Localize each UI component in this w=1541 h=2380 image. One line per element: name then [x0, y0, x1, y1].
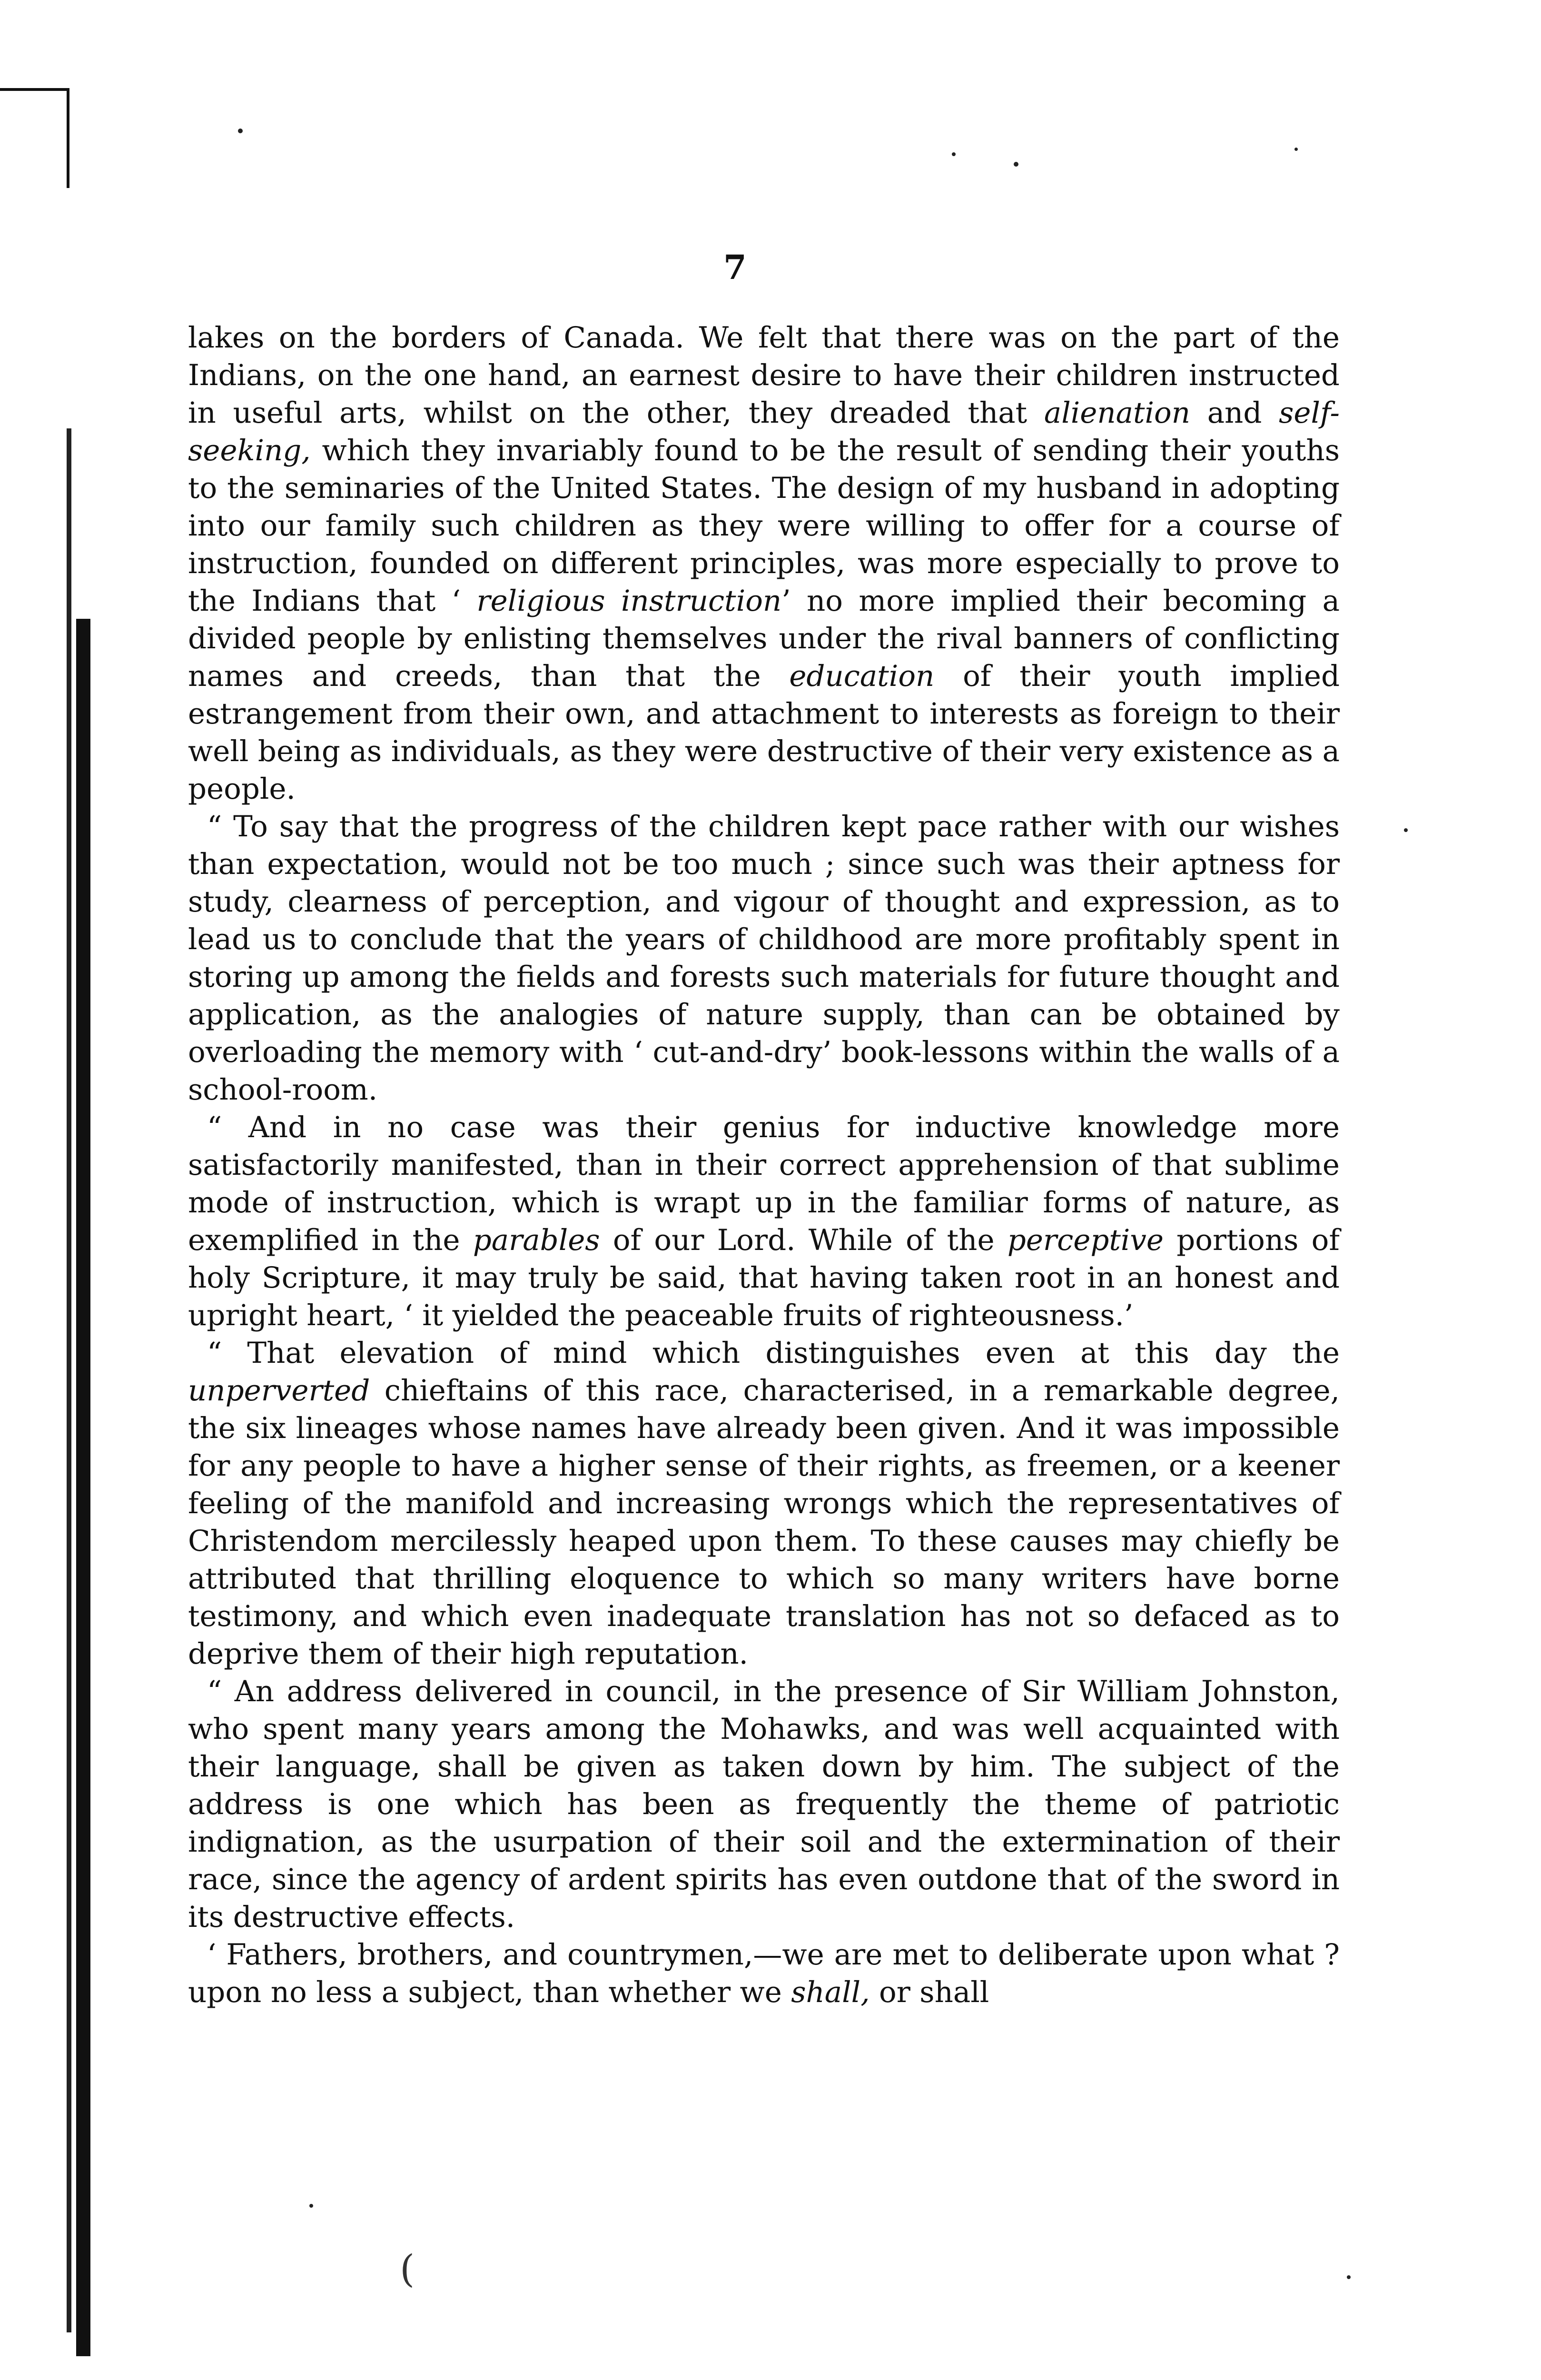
italic-text: self-seeking,	[188, 396, 1340, 467]
italic-text: parables	[473, 1223, 600, 1257]
text-run: “ That elevation of mind which distinguishes even at this day the	[207, 1336, 1340, 1370]
text-run: lakes on the borders of Canada. We felt that there was on the part of the Indians, on the one hand, an earnest desire to have their children instructed in useful arts, whilst on the other, they dreaded that	[188, 321, 1340, 430]
italic-text: alienation	[1044, 396, 1191, 430]
scan-speck	[1294, 148, 1298, 151]
paragraph	[188, 1936, 1340, 2011]
paragraph	[188, 1673, 1340, 1936]
scan-speck	[309, 2204, 313, 2208]
italic-text: education	[789, 659, 935, 693]
italic-text: religious instruction	[476, 584, 782, 618]
paragraph	[188, 319, 1340, 808]
footer-mark: (	[400, 2247, 415, 2291]
text-run: “ To say that the progress of the children kept pace rather with our wishes than expectation, would not be too much ; since such was their aptness for study, clearness of perception, and vigour of thought and expression, as to lead us to conclude that the years of childhood are more profitably spent in storing up among the fields and forests such materials for future thought and application, as the analogies of nature supply, than can be obtained by overloading the memory with ‘ cut-and-dry’ book-lessons within the walls of a school-room.	[188, 810, 1340, 1107]
italic-text: unperverted	[188, 1374, 370, 1408]
text-run: and	[1190, 396, 1279, 430]
scan-speck	[238, 129, 243, 133]
paragraph	[188, 1109, 1340, 1334]
paragraph	[188, 808, 1340, 1109]
paragraph	[188, 1334, 1340, 1673]
text-run: or shall	[869, 1975, 989, 2009]
scan-corner-mark	[0, 88, 67, 91]
text-run: “ And in no case was their genius for inductive knowledge more satisfactorily manifested, than in their correct apprehension of that sublime mode of instruction, which is wrapt up in the familiar forms of nature, as exemplified in the	[188, 1111, 1340, 1257]
binding-shadow	[76, 619, 90, 2356]
scan-speck	[1404, 828, 1408, 832]
binding-shadow-thin	[67, 428, 71, 2332]
text-run: chieftains of this race, characterised, in a remarkable degree, the six lineages whose names have already been given. And it was impossible for any people to have a higher sense of their rights, as freemen, or a keener feeling of the manifold and increasing wrongs which the representatives of Christendom mercilessly heaped upon them. To these causes may chiefly be attributed that thrilling eloquence to which so many writers have borne testimony, and which even inadequate translation has not so defaced as to deprive them of their high reputation.	[188, 1374, 1340, 1671]
text-run: which they invariably found to be the result of sending their youths to the seminaries of the United States. The design of my husband in adopting into our family such children as they were willing to offer for a course of instruction, founded on different principles, was more especially to prove to the Indians that ‘	[188, 434, 1340, 618]
italic-text: perceptive	[1007, 1223, 1164, 1257]
scan-speck	[1014, 162, 1018, 167]
text-run: ’ no more implied their becoming a divided people by enlisting themselves under the rival banners of conflicting names and creeds, than that the	[188, 584, 1340, 693]
text-run: portions of holy Scripture, it may truly be said, that having taken root in an honest and upright heart, ‘ it yielded the peaceable fruits of righteousness.’	[188, 1223, 1340, 1332]
scan-speck	[1347, 2275, 1351, 2279]
scan-corner-mark-vertical	[67, 88, 69, 188]
text-run: of our Lord. While of the	[600, 1223, 1008, 1257]
text-run: “ An address delivered in council, in the presence of Sir William Johnston, who spent many years among the Mohawks, and was well acquainted with their language, shall be given as taken down by him. The subject of the address is one which has been as frequently the theme of patriotic indignation, as the usurpation of their soil and the extermination of their race, since the agency of ardent spirits has even outdone that of the sword in its destructive effects.	[188, 1675, 1340, 1934]
text-run: ‘ Fathers, brothers, and countrymen,—we are met to deliberate upon what ? upon no less a subject, than whether we	[188, 1938, 1340, 2009]
body-text	[188, 319, 1340, 2011]
page-number: 7	[723, 248, 747, 287]
text-run: of their youth implied estrangement from their own, and attachment to interests as foreign to their well being as individuals, as they were destructive of their very existence as a people.	[188, 659, 1340, 806]
scan-speck	[952, 152, 956, 156]
italic-text: shall,	[791, 1975, 870, 2009]
